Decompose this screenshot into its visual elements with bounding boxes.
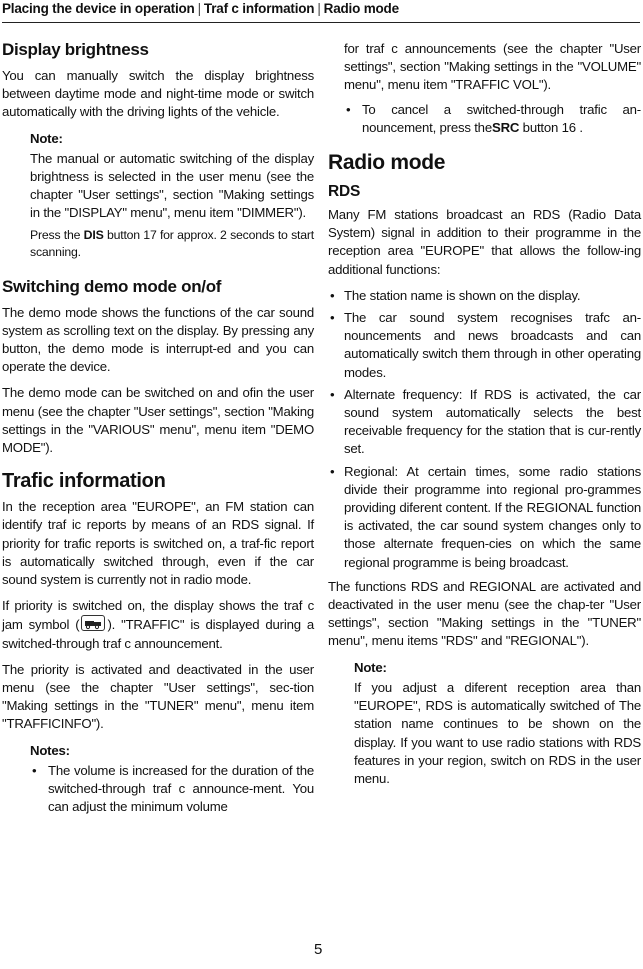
src-button-label: SRC bbox=[491, 119, 520, 135]
traffic-para1: In the reception area "EUROPE", an FM station can identify traf ic reports by means of an RDS signal. If priority for trafic reports is switched on, a traf-fic report is automatically switched through, even if the car sound system is currently not in radio mode. bbox=[2, 499, 314, 588]
note-label: Note: bbox=[30, 130, 63, 146]
rds-note bbox=[354, 659, 641, 788]
page-number: 5 bbox=[314, 941, 323, 958]
header-section-traffic: Traf c information bbox=[203, 1, 315, 16]
header-separator: | bbox=[317, 1, 321, 16]
traffic-jam-icon bbox=[81, 615, 105, 631]
display-note-text: The manual or automatic switching of the display brightness is selected in the user menu (see the chapter "User settings", section "Making settings in the "DISPLAY" menu", menu item "DIMMER"). bbox=[30, 150, 314, 221]
rds-intro-para: Many FM stations broadcast an RDS (Radio Data System) signal in addition to their programme in the reception area "EUROPE" that allows the follow-ing additional functions: bbox=[328, 207, 641, 277]
display-brightness-heading: Display brightness bbox=[2, 40, 149, 59]
header-section-placing: Placing the device in operation bbox=[2, 1, 195, 16]
rds-function-item: • Regional: At certain times, some radio stations divide their programme into regional pro-grammes providing diferent content. If the REGIONAL function is activated, the car sound system changes only to those alternate frequen-cies on which the same regional programme is being broadcast. bbox=[328, 463, 641, 572]
header-section-radio: Radio mode bbox=[323, 1, 399, 16]
rds-function-item: • The station name is shown on the display. bbox=[328, 287, 641, 305]
radio-mode-heading: Radio mode bbox=[328, 151, 446, 175]
demo-mode-para1: The demo mode shows the functions of the car sound system as scrolling text on the display. By pressing any button, the demo mode is interrupt-ed and you can operate the device. bbox=[2, 304, 314, 375]
note-label: Note: bbox=[354, 659, 387, 675]
left-column bbox=[2, 40, 314, 823]
press-dis-instruction: Press the DIS button 17 for approx. 2 seconds to start scanning. bbox=[30, 227, 314, 259]
right-column bbox=[328, 40, 641, 794]
demo-mode-heading: Switching demo mode on/of bbox=[2, 276, 222, 296]
traffic-note-item: • The volume is increased for the duration of the switched-through traf c announce-ment. You can adjust the minimum volume bbox=[30, 762, 314, 817]
display-note bbox=[30, 130, 314, 261]
rds-functions-list bbox=[328, 287, 641, 572]
rds-heading: RDS bbox=[328, 183, 361, 201]
dis-button-label: DIS bbox=[83, 227, 104, 242]
cancel-announcement-item: • To cancel a switched-through trafic an-nouncement, press theSRC button 16 . bbox=[344, 101, 641, 137]
rds-function-item: • The car sound system recognises trafc an-nouncements and news broadcasts and can automatically switch them through in other operating modes. bbox=[328, 309, 641, 382]
demo-mode-para2: The demo mode can be switched on and ofin the user menu (see the chapter "User settings", section "Making settings in the "VARIOUS" menu", menu item "DEMO MODE"). bbox=[2, 385, 314, 456]
rds-function-item: • Alternate frequency: If RDS is activated, the car sound system automatically selects the best receivable frequency for the station that is cur-rently set. bbox=[328, 386, 641, 459]
traffic-notes bbox=[30, 742, 314, 817]
traffic-para2: If priority is switched on, the display shows the traf c jam symbol ( ). "TRAFFIC" is displayed during a switched-through traf c announcement. bbox=[2, 598, 314, 651]
notes-label: Notes: bbox=[30, 742, 70, 758]
rds-note-text: If you adjust a diferent reception area than "EUROPE", RDS is automatically switched of The station name continues to be shown on the display. If you want to use radio stations with RDS features in your region, switch on RDS in the user menu. bbox=[354, 679, 641, 786]
header-separator: | bbox=[197, 1, 201, 16]
rds-regional-para: The functions RDS and REGIONAL are activated and deactivated in the user menu (see the chap-ter "User settings", section "Making settings in the "TUNER" menu", menu items "RDS" and "REGIONAL"). bbox=[328, 578, 641, 649]
traffic-note-continued: for traf c announcements (see the chapter "User settings", section "Making settings in the "VOLUME" menu", menu item "TRAFFIC VOL"). bbox=[344, 41, 641, 93]
traffic-info-heading: Trafic information bbox=[2, 470, 166, 493]
traffic-para3: The priority is activated and deactivated in the user menu (see the chapter "User settings", sec-tion "Making settings in the "TUNER" menu", menu item "TRAFFICINFO"). bbox=[2, 661, 314, 732]
display-brightness-para: You can manually switch the display brightness between daytime mode and night-time mode or switch automatically with the driving lights of the vehicle. bbox=[2, 68, 314, 120]
traffic-notes-continued bbox=[344, 0, 641, 137]
